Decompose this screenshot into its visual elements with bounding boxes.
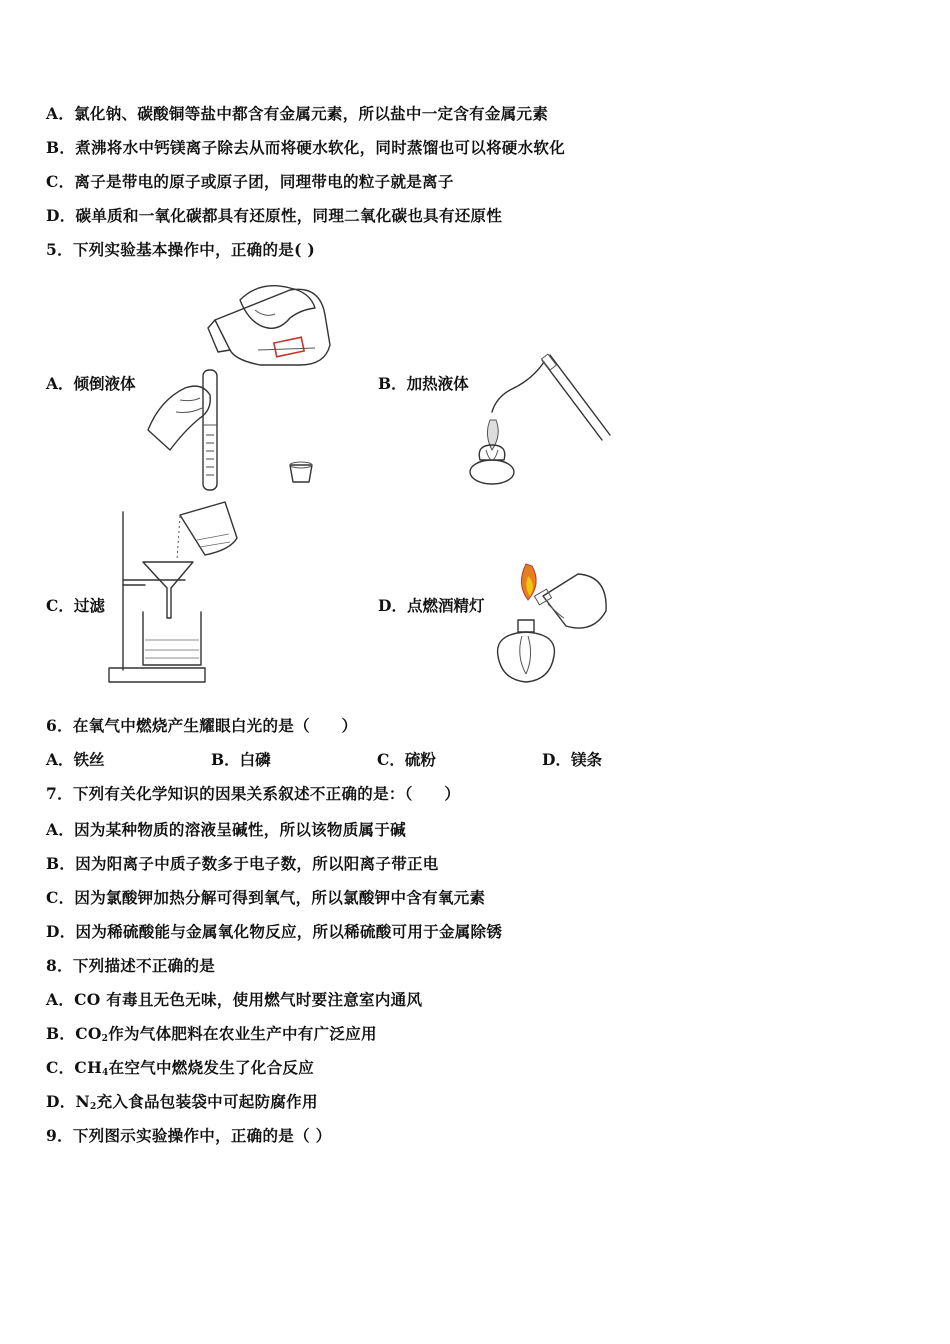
q6-option-d: D．镁条 [542, 750, 602, 769]
q7-option-a: A．因为某种物质的溶液呈碱性，所以该物质属于碱 [46, 820, 406, 839]
q5-option-d: D．点燃酒精灯 [378, 596, 485, 615]
q8-stem: 8．下列描述不正确的是 [46, 956, 216, 975]
heating-liquid-illustration [462, 350, 612, 495]
filtration-illustration [105, 500, 245, 690]
q9-stem: 9．下列图示实验操作中，正确的是（ ） [46, 1126, 332, 1145]
q6-option-c: C．硫粉 [377, 750, 436, 769]
q7-option-d: D．因为稀硫酸能与金属氧化物反应，所以稀硫酸可用于金属除锈 [46, 922, 503, 941]
q5-stem: 5．下列实验基本操作中，正确的是( ) [46, 240, 316, 259]
lighting-alcohol-lamp-illustration [488, 556, 613, 688]
q5-option-b: B．加热液体 [378, 374, 469, 393]
q6-option-b: B．白磷 [211, 750, 271, 769]
q4-option-a: A．氯化钠、碳酸铜等盐中都含有金属元素，所以盐中一定含有金属元素 [46, 104, 549, 123]
q5-option-c: C．过滤 [46, 596, 105, 615]
q8-option-b: B．$CO_2$作为气体肥料在农业生产中有广泛应用 [46, 1024, 377, 1044]
q6-stem: 6．在氧气中燃烧产生耀眼白光的是（ ） [46, 716, 358, 735]
pouring-liquid-illustration [140, 270, 340, 490]
q4-option-c: C．离子是带电的原子或原子团，同理带电的粒子就是离子 [46, 172, 454, 191]
q4-option-d: D．碳单质和一氧化碳都具有还原性，同理二氧化碳也具有还原性 [46, 206, 503, 225]
q5-option-a: A．倾倒液体 [46, 374, 136, 393]
q8-option-a: A．CO 有毒且无色无味，使用燃气时要注意室内通风 [46, 990, 423, 1009]
q7-stem: 7．下列有关化学知识的因果关系叙述不正确的是：（ ） [46, 784, 461, 803]
q7-option-b: B．因为阳离子中质子数多于电子数，所以阳离子带正电 [46, 854, 439, 873]
q8-option-c: C．$CH_4$在空气中燃烧发生了化合反应 [46, 1058, 314, 1078]
q8-option-d: D．$N_2$充入食品包装袋中可起防腐作用 [46, 1092, 318, 1112]
q4-option-b: B．煮沸将水中钙镁离子除去从而将硬水软化，同时蒸馏也可以将硬水软化 [46, 138, 566, 157]
q6-option-a: A．铁丝 [46, 750, 105, 769]
q7-option-c: C．因为氯酸钾加热分解可得到氧气，所以氯酸钾中含有氧元素 [46, 888, 486, 907]
